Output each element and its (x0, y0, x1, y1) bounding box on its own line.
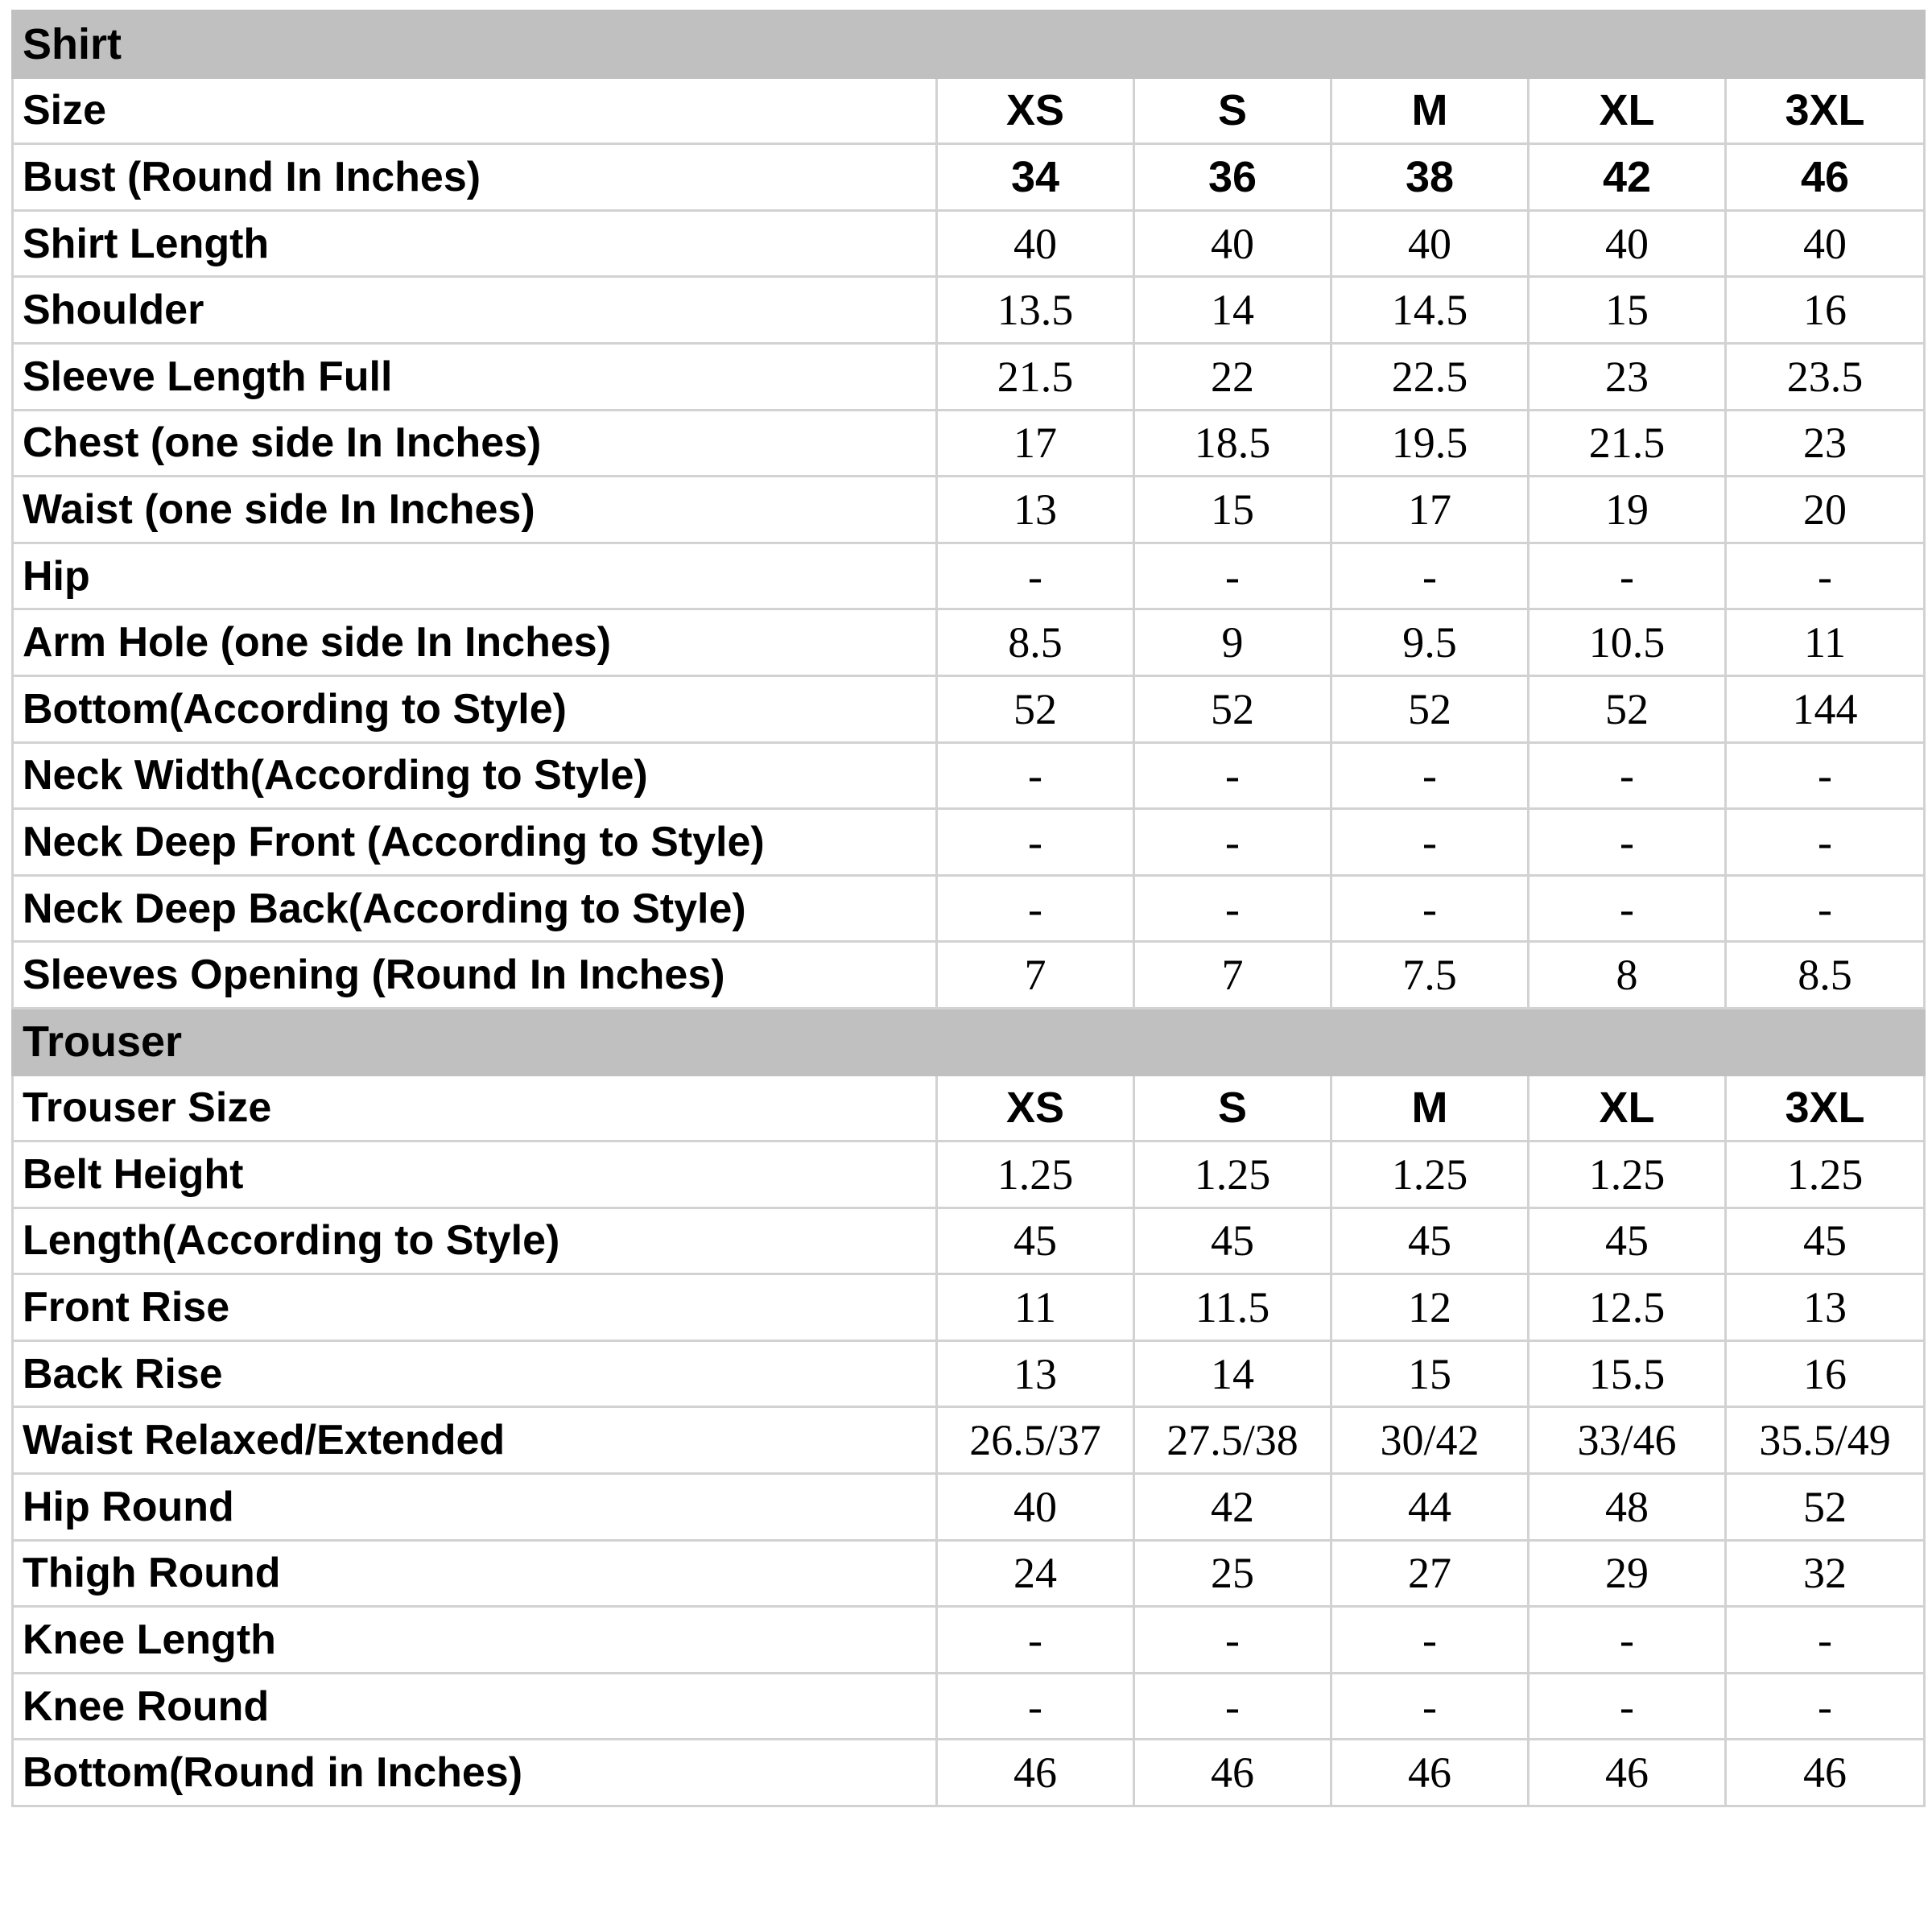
measurement-name: Length(According to Style) (23, 1217, 560, 1265)
trouser-section-header-row (13, 1008, 1925, 1075)
shirt-measurement-value: 22.5 (1331, 343, 1529, 410)
shirt-measurement-label (13, 543, 937, 609)
shirt-measurement-value: - (1331, 543, 1529, 609)
trouser-measurement-value: 1.25 (1134, 1141, 1331, 1208)
shirt-measurement-value: - (1726, 543, 1925, 609)
shirt-measurement-value: - (937, 742, 1134, 809)
trouser-measurement-value: 1.25 (937, 1141, 1134, 1208)
shirt-measurement-value: - (1331, 809, 1529, 876)
trouser-measurement-row (13, 1540, 1925, 1607)
trouser-measurement-value: 26.5/37 (937, 1407, 1134, 1474)
trouser-measurement-value: 45 (1134, 1208, 1331, 1274)
shirt-measurement-row (13, 609, 1925, 676)
shirt-measurement-value: 52 (1134, 675, 1331, 742)
trouser-measurement-value: 32 (1726, 1540, 1925, 1607)
measurement-unit-note: (Round In Inches) (115, 153, 481, 200)
trouser-measurement-value: 11 (937, 1274, 1134, 1341)
shirt-measurement-value: 10.5 (1529, 609, 1726, 676)
trouser-measurement-value: 27.5/38 (1134, 1407, 1331, 1474)
shirt-measurement-value: 40 (1331, 210, 1529, 277)
shirt-measurement-row (13, 410, 1925, 477)
shirt-measurement-value: - (1726, 875, 1925, 942)
shirt-measurement-row (13, 543, 1925, 609)
trouser-size-header: 3XL (1726, 1075, 1925, 1141)
trouser-measurement-value: 52 (1726, 1474, 1925, 1541)
size-chart-body (13, 11, 1925, 1806)
shirt-measurement-value: 7.5 (1331, 942, 1529, 1009)
trouser-measurement-value: - (1529, 1607, 1726, 1674)
shirt-measurement-value: 17 (937, 410, 1134, 477)
shirt-measurement-value: - (1529, 543, 1726, 609)
measurement-name: Bottom(According to Style) (23, 685, 567, 733)
trouser-measurement-value: 48 (1529, 1474, 1726, 1541)
trouser-measurement-row (13, 1274, 1925, 1341)
shirt-measurement-row (13, 675, 1925, 742)
shirt-measurement-value: 40 (1529, 210, 1726, 277)
shirt-size-label: Size (13, 77, 937, 144)
measurement-name: Shoulder (23, 287, 204, 334)
shirt-measurement-row (13, 277, 1925, 344)
shirt-measurement-value: 14.5 (1331, 277, 1529, 344)
trouser-measurement-value: 15.5 (1529, 1340, 1726, 1407)
shirt-measurement-value: - (1726, 809, 1925, 876)
shirt-measurement-label (13, 477, 937, 543)
trouser-measurement-row (13, 1673, 1925, 1740)
shirt-measurement-value: 19.5 (1331, 410, 1529, 477)
measurement-unit-note: (one side In Inches) (132, 485, 535, 533)
trouser-measurement-value: 44 (1331, 1474, 1529, 1541)
trouser-measurement-row (13, 1340, 1925, 1407)
shirt-measurement-row (13, 144, 1925, 211)
trouser-measurement-value: 46 (1134, 1740, 1331, 1806)
trouser-measurement-value: 13 (1726, 1274, 1925, 1341)
trouser-size-header: XL (1529, 1075, 1726, 1141)
trouser-measurement-value: 13 (937, 1340, 1134, 1407)
shirt-measurement-row (13, 477, 1925, 543)
trouser-measurement-value: 42 (1134, 1474, 1331, 1541)
shirt-measurement-value: - (1529, 809, 1726, 876)
measurement-name: Sleeve Length Full (23, 353, 393, 400)
measurement-name: Neck Deep Back(According to Style) (23, 885, 746, 932)
shirt-measurement-value: 144 (1726, 675, 1925, 742)
shirt-measurement-value: 9.5 (1331, 609, 1529, 676)
shirt-measurement-value: 38 (1331, 144, 1529, 211)
measurement-name: Sleeves Opening (Round In Inches) (23, 952, 725, 999)
shirt-measurement-value: 15 (1529, 277, 1726, 344)
trouser-measurement-value: 12.5 (1529, 1274, 1726, 1341)
measurement-name: Knee Length (23, 1616, 276, 1664)
trouser-measurement-value: 45 (1529, 1208, 1726, 1274)
shirt-measurement-value: 8.5 (937, 609, 1134, 676)
trouser-measurement-label (13, 1340, 937, 1407)
shirt-measurement-value: 52 (937, 675, 1134, 742)
shirt-measurement-label (13, 277, 937, 344)
shirt-measurement-label (13, 942, 937, 1009)
trouser-measurement-value: 46 (937, 1740, 1134, 1806)
trouser-measurement-label (13, 1274, 937, 1341)
shirt-measurement-value: 9 (1134, 609, 1331, 676)
measurement-name: Belt Height (23, 1150, 244, 1198)
shirt-section-header-row (13, 11, 1925, 78)
trouser-measurement-label (13, 1407, 937, 1474)
shirt-measurement-value: - (1726, 742, 1925, 809)
trouser-measurement-value: 40 (937, 1474, 1134, 1541)
shirt-measurement-value: 8.5 (1726, 942, 1925, 1009)
measurement-name: Knee Round (23, 1682, 270, 1730)
shirt-measurement-value: 7 (1134, 942, 1331, 1009)
trouser-size-label: Trouser Size (13, 1075, 937, 1141)
shirt-size-header: 3XL (1726, 77, 1925, 144)
size-chart-table (11, 10, 1926, 1807)
shirt-measurement-value: - (937, 543, 1134, 609)
trouser-measurement-value: 46 (1726, 1740, 1925, 1806)
shirt-measurement-value: 8 (1529, 942, 1726, 1009)
shirt-size-header: S (1134, 77, 1331, 144)
shirt-measurement-value: 18.5 (1134, 410, 1331, 477)
trouser-measurement-value: 1.25 (1331, 1141, 1529, 1208)
shirt-size-header: XS (937, 77, 1134, 144)
trouser-measurement-value: 16 (1726, 1340, 1925, 1407)
trouser-measurement-label (13, 1540, 937, 1607)
shirt-measurement-value: 36 (1134, 144, 1331, 211)
shirt-measurement-value: 7 (937, 942, 1134, 1009)
trouser-measurement-value: 14 (1134, 1340, 1331, 1407)
trouser-measurement-value: - (1134, 1673, 1331, 1740)
shirt-measurement-value: 20 (1726, 477, 1925, 543)
shirt-section-title: Shirt (13, 11, 1925, 78)
shirt-measurement-row (13, 210, 1925, 277)
trouser-measurement-value: - (937, 1607, 1134, 1674)
trouser-measurement-value: 15 (1331, 1340, 1529, 1407)
shirt-measurement-label (13, 742, 937, 809)
measurement-name: Hip Round (23, 1483, 234, 1530)
shirt-measurement-value: - (1134, 742, 1331, 809)
shirt-measurement-value: 13.5 (937, 277, 1134, 344)
measurement-name: Chest (23, 419, 139, 467)
trouser-measurement-row (13, 1740, 1925, 1806)
trouser-measurement-value: 25 (1134, 1540, 1331, 1607)
shirt-size-header: XL (1529, 77, 1726, 144)
trouser-measurement-value: 35.5/49 (1726, 1407, 1925, 1474)
trouser-measurement-value: 45 (1331, 1208, 1529, 1274)
shirt-measurement-value: 52 (1529, 675, 1726, 742)
trouser-measurement-value: - (937, 1673, 1134, 1740)
shirt-measurement-label (13, 609, 937, 676)
shirt-measurement-value: - (1134, 543, 1331, 609)
shirt-measurement-value: - (1529, 742, 1726, 809)
trouser-measurement-row (13, 1607, 1925, 1674)
shirt-measurement-row (13, 809, 1925, 876)
trouser-measurement-label (13, 1141, 937, 1208)
shirt-measurement-value: 34 (937, 144, 1134, 211)
shirt-measurement-value: - (1331, 742, 1529, 809)
measurement-name: Waist Relaxed/Extended (23, 1417, 506, 1464)
measurement-unit-note: (one side In Inches) (208, 619, 612, 667)
trouser-measurement-value: 24 (937, 1540, 1134, 1607)
trouser-measurement-value: 12 (1331, 1274, 1529, 1341)
trouser-measurement-row (13, 1141, 1925, 1208)
trouser-measurement-row (13, 1407, 1925, 1474)
shirt-measurement-value: 23.5 (1726, 343, 1925, 410)
shirt-measurement-value: 21.5 (1529, 410, 1726, 477)
measurement-name: Neck Width(According to Style) (23, 752, 648, 799)
shirt-measurement-value: 52 (1331, 675, 1529, 742)
shirt-measurement-value: - (1331, 875, 1529, 942)
shirt-measurement-value: 46 (1726, 144, 1925, 211)
trouser-measurement-value: - (1529, 1673, 1726, 1740)
shirt-measurement-label (13, 809, 937, 876)
shirt-measurement-row (13, 942, 1925, 1009)
shirt-measurement-label (13, 343, 937, 410)
shirt-measurement-value: 15 (1134, 477, 1331, 543)
shirt-measurement-value: 23 (1726, 410, 1925, 477)
shirt-measurement-value: 11 (1726, 609, 1925, 676)
shirt-measurement-row (13, 875, 1925, 942)
shirt-measurement-value: 13 (937, 477, 1134, 543)
trouser-measurement-value: - (1726, 1673, 1925, 1740)
shirt-measurement-value: 40 (1726, 210, 1925, 277)
shirt-measurement-value: 40 (1134, 210, 1331, 277)
measurement-name: Waist (23, 485, 133, 533)
measurement-name: Bottom(Round in Inches) (23, 1749, 523, 1797)
shirt-measurement-value: 22 (1134, 343, 1331, 410)
trouser-measurement-value: 46 (1529, 1740, 1726, 1806)
shirt-measurement-value: - (937, 809, 1134, 876)
shirt-measurement-value: - (1134, 809, 1331, 876)
trouser-measurement-value: 33/46 (1529, 1407, 1726, 1474)
trouser-measurement-value: 11.5 (1134, 1274, 1331, 1341)
trouser-measurement-label (13, 1673, 937, 1740)
trouser-measurement-value: - (1726, 1607, 1925, 1674)
trouser-measurement-value: - (1331, 1607, 1529, 1674)
shirt-measurement-row (13, 742, 1925, 809)
shirt-measurement-value: 17 (1331, 477, 1529, 543)
trouser-measurement-value: 45 (1726, 1208, 1925, 1274)
shirt-measurement-value: 19 (1529, 477, 1726, 543)
shirt-measurement-label (13, 410, 937, 477)
trouser-size-header: M (1331, 1075, 1529, 1141)
shirt-measurement-value: 21.5 (937, 343, 1134, 410)
measurement-name: Hip (23, 552, 90, 600)
shirt-measurement-value: 42 (1529, 144, 1726, 211)
shirt-measurement-label (13, 144, 937, 211)
trouser-size-header: S (1134, 1075, 1331, 1141)
trouser-measurement-label (13, 1474, 937, 1541)
shirt-measurement-value: 16 (1726, 277, 1925, 344)
shirt-size-header-row (13, 77, 1925, 144)
shirt-measurement-value: - (937, 875, 1134, 942)
trouser-measurement-label (13, 1607, 937, 1674)
trouser-measurement-value: - (1331, 1673, 1529, 1740)
trouser-measurement-value: 27 (1331, 1540, 1529, 1607)
trouser-measurement-value: 1.25 (1726, 1141, 1925, 1208)
measurement-name: Thigh Round (23, 1550, 281, 1597)
measurement-unit-note: (one side In Inches) (138, 419, 542, 467)
trouser-measurement-value: - (1134, 1607, 1331, 1674)
shirt-measurement-value: 23 (1529, 343, 1726, 410)
shirt-measurement-row (13, 343, 1925, 410)
trouser-measurement-label (13, 1740, 937, 1806)
shirt-measurement-value: - (1134, 875, 1331, 942)
shirt-measurement-label (13, 210, 937, 277)
trouser-section-title: Trouser (13, 1008, 1925, 1075)
measurement-name: Shirt Length (23, 220, 270, 267)
trouser-size-header-row (13, 1075, 1925, 1141)
shirt-measurement-label (13, 675, 937, 742)
measurement-name: Bust (23, 153, 116, 200)
trouser-measurement-value: 45 (937, 1208, 1134, 1274)
trouser-size-header: XS (937, 1075, 1134, 1141)
trouser-measurement-value: 1.25 (1529, 1141, 1726, 1208)
measurement-name: Front Rise (23, 1284, 230, 1331)
trouser-measurement-value: 30/42 (1331, 1407, 1529, 1474)
shirt-measurement-label (13, 875, 937, 942)
measurement-name: Arm Hole (23, 619, 209, 667)
measurement-name: Back Rise (23, 1350, 223, 1397)
shirt-measurement-value: 40 (937, 210, 1134, 277)
measurement-name: Neck Deep Front (According to Style) (23, 818, 765, 865)
trouser-measurement-value: 46 (1331, 1740, 1529, 1806)
shirt-measurement-value: - (1529, 875, 1726, 942)
trouser-measurement-row (13, 1208, 1925, 1274)
shirt-measurement-value: 14 (1134, 277, 1331, 344)
trouser-measurement-label (13, 1208, 937, 1274)
trouser-measurement-value: 29 (1529, 1540, 1726, 1607)
shirt-size-header: M (1331, 77, 1529, 144)
trouser-measurement-row (13, 1474, 1925, 1541)
